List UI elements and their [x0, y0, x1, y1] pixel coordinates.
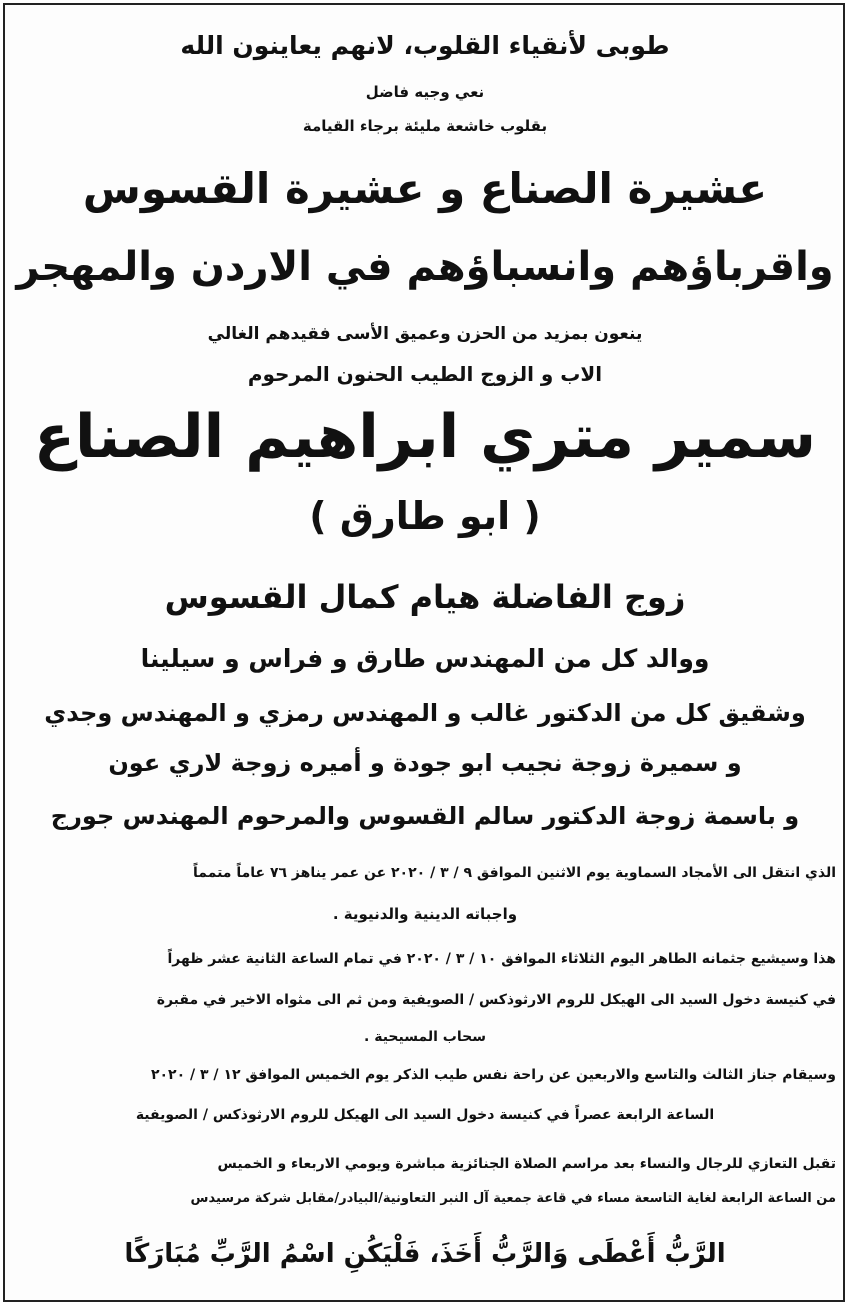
verse-bottom: الرَّبُّ أَعْطَى وَالرَّبُّ أَخَذَ، فَلْيَكُنِ اسْمُ الرَّبِّ مُبَارَكًا [124, 1239, 726, 1269]
siblings-line-2: و سميرة زوجة نجيب ابو جودة و أميره زوجة لاري عون [108, 749, 742, 777]
wife-line: زوج الفاضلة هيام كمال القسوس [164, 578, 686, 616]
announce-heading: نعي وجيه فاضل [365, 83, 485, 101]
funeral-line-3: سحاب المسيحية . [364, 1029, 486, 1045]
siblings-line-3: و باسمة زوجة الدكتور سالم القسوس والمرحوم المهندس جورج [50, 802, 800, 830]
with-hearts-line: بقلوب خاشعة مليئة برجاء القيامة [302, 117, 548, 135]
funeral-line-1: هذا وسيشيع جثمانه الطاهر اليوم الثلاثاء الموافق ١٠ / ٣ / ٢٠٢٠ في تمام الساعة الثانية عشر ظهراً [167, 951, 836, 967]
memorial-line-2: الساعة الرابعة عصراً في كنيسة دخول السيد الى الهيكل للروم الارثوذكس / الصويفية [135, 1107, 715, 1123]
funeral-line-2: في كنيسة دخول السيد الى الهيكل للروم الارثوذكس / الصويفية ومن ثم الى مثواه الاخير في مقبرة [156, 992, 836, 1008]
relation-line: الاب و الزوج الطيب الحنون المرحوم [247, 362, 603, 386]
deceased-nickname: ( ابو طارق ) [309, 494, 541, 538]
children-line: ووالد كل من المهندس طارق و فراس و سيلينا [140, 644, 710, 673]
siblings-line-1: وشقيق كل من الدكتور غالب و المهندس رمزي و المهندس وجدي [44, 699, 806, 727]
death-line-1: الذي انتقل الى الأمجاد السماوية يوم الاثنين الموافق ٩ / ٣ / ٢٠٢٠ عن عمر يناهز ٧٦ عاماً متمماً [193, 865, 836, 881]
death-line-2: واجباته الدينية والدنيوية . [332, 905, 518, 923]
verse-top: طوبى لأنقياء القلوب، لانهم يعاينون الله [180, 31, 670, 60]
families-line-1: عشيرة الصناع و عشيرة القسوس [82, 164, 768, 213]
condolence-line-2: من الساعة الرابعة لغاية التاسعة مساء في قاعة جمعية آل النبر التعاونية/البيادر/مقابل شركة مرسيدس [190, 1191, 836, 1206]
deceased-name: سمير متري ابراهيم الصناع [33, 402, 817, 472]
families-line-2: واقرباؤهم وانسباؤهم في الاردن والمهجر [16, 244, 834, 290]
mourn-line: ينعون بمزيد من الحزن وعميق الأسى فقيدهم الغالي [207, 324, 643, 344]
memorial-line-1: وسيقام جناز الثالث والتاسع والاربعين عن راحة نفس طيب الذكر يوم الخميس الموافق ١٢ / ٣ / ٢٠٢٠ [150, 1067, 836, 1083]
condolence-line-1: تقبل التعازي للرجال والنساء بعد مراسم الصلاة الجنائزية مباشرة ويومي الاربعاء و الخميس [217, 1156, 836, 1172]
